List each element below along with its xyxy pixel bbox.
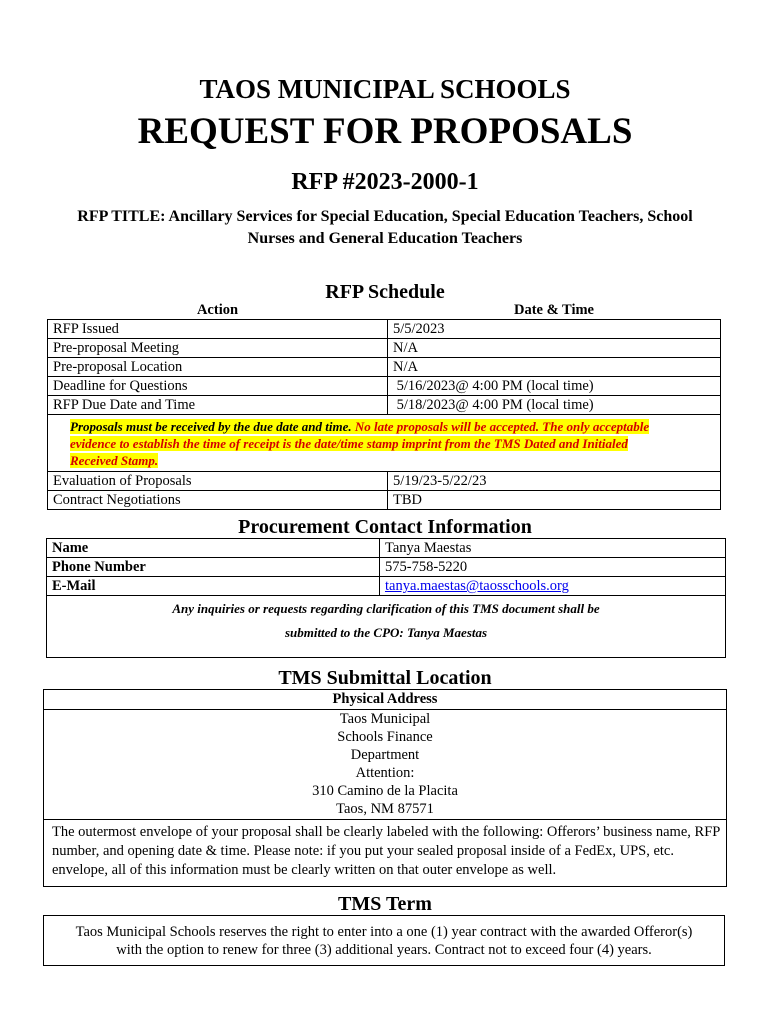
schedule-table (47, 301, 721, 510)
address-line: 310 Camino de la Placita (312, 783, 458, 799)
table-row (48, 358, 721, 377)
notice-red-3: Received Stamp. (70, 452, 159, 468)
table-row (47, 558, 726, 577)
document-title: REQUEST FOR PROPOSALS (137, 111, 633, 152)
submittal-box (43, 689, 727, 887)
schedule-action: Pre-proposal Meeting (48, 339, 388, 358)
contact-email-link[interactable]: tanya.maestas@taosschools.org (385, 578, 569, 594)
term-heading: TMS Term (338, 893, 432, 915)
contact-phone-value: 575-758-5220 (380, 558, 726, 577)
schedule-date: 5/5/2023 (388, 320, 721, 339)
table-row (48, 472, 721, 491)
schedule-heading: RFP Schedule (325, 281, 445, 303)
address-line: Taos, NM 87571 (336, 801, 434, 817)
notice-black: Proposals must be received by the due date and time. (70, 418, 352, 434)
table-row (48, 339, 721, 358)
contact-heading: Procurement Contact Information (238, 516, 532, 538)
schedule-col-action: Action (196, 302, 239, 318)
term-box (43, 915, 725, 966)
contact-name-value: Tanya Maestas (380, 539, 726, 558)
schedule-date: 5/19/23-5/22/23 (388, 472, 721, 491)
schedule-date: 5/18/2023@ 4:00 PM (local time) (388, 396, 721, 415)
notice-red-2: evidence to establish the time of receipt is the date/time stamp imprint from the TMS Dated and Initialed (70, 435, 628, 451)
schedule-date: TBD (388, 491, 721, 510)
address-label: Physical Address (44, 690, 726, 710)
divider (44, 819, 726, 820)
contact-note-line-1: Any inquiries or requests regarding clarification of this TMS document shall be (172, 601, 600, 616)
rfp-number: RFP #2023-2000-1 (291, 169, 479, 195)
schedule-date: N/A (388, 358, 721, 377)
schedule-action: Deadline for Questions (48, 377, 388, 396)
contact-table (46, 538, 726, 596)
contact-name-label: Name (47, 539, 380, 558)
submittal-heading: TMS Submittal Location (278, 667, 492, 689)
table-row (48, 320, 721, 339)
late-notice-row (48, 415, 721, 472)
schedule-action: Evaluation of Proposals (48, 472, 388, 491)
schedule-action: Pre-proposal Location (48, 358, 388, 377)
schedule-action: RFP Issued (48, 320, 388, 339)
schedule-action: Contract Negotiations (48, 491, 388, 510)
contact-phone-label: Phone Number (47, 558, 380, 577)
contact-email-label: E-Mail (47, 577, 380, 596)
address-line: Taos Municipal (339, 711, 431, 727)
address-line: Attention: (355, 765, 415, 781)
late-notice (48, 415, 721, 472)
rfp-title-line-2: Nurses and General Education Teachers (247, 230, 523, 247)
contact-note-line-2: submitted to the CPO: Tanya Maestas (284, 625, 488, 640)
contact-box (46, 538, 726, 658)
envelope-note: The outermost envelope of your proposal shall be clearly labeled with the following: Offerors’ business name, RFP number, and opening date & time. Please note: if you put your sealed proposal inside of a FedEx, UPS, etc. envelope, all of this information must be clearly written on that outer envelope as well. (52, 824, 720, 878)
organization-name: TAOS MUNICIPAL SCHOOLS (199, 74, 571, 104)
schedule-date: N/A (388, 339, 721, 358)
notice-red-1: No late proposals will be accepted. The only acceptable (354, 418, 650, 434)
term-line-1: Taos Municipal Schools reserves the right to enter into a one (1) year contract with the awarded Offeror(s) (75, 924, 693, 940)
term-line-2: with the option to renew for three (3) additional years. Contract not to exceed four (4) years. (116, 942, 652, 958)
rfp-title (40, 206, 730, 250)
rfp-title-line-1: RFP TITLE: Ancillary Services for Special Education, Special Education Teachers, School (77, 208, 693, 225)
table-row (48, 377, 721, 396)
schedule-col-date: Date & Time (513, 302, 594, 318)
table-row (47, 539, 726, 558)
address-line: Schools Finance (337, 729, 433, 745)
address-line: Department (350, 747, 420, 763)
term-text (44, 923, 724, 959)
address-block (44, 710, 726, 818)
schedule-date: 5/16/2023@ 4:00 PM (local time) (388, 377, 721, 396)
table-row (48, 491, 721, 510)
schedule-action: RFP Due Date and Time (48, 396, 388, 415)
table-row (47, 577, 726, 596)
table-row (48, 396, 721, 415)
